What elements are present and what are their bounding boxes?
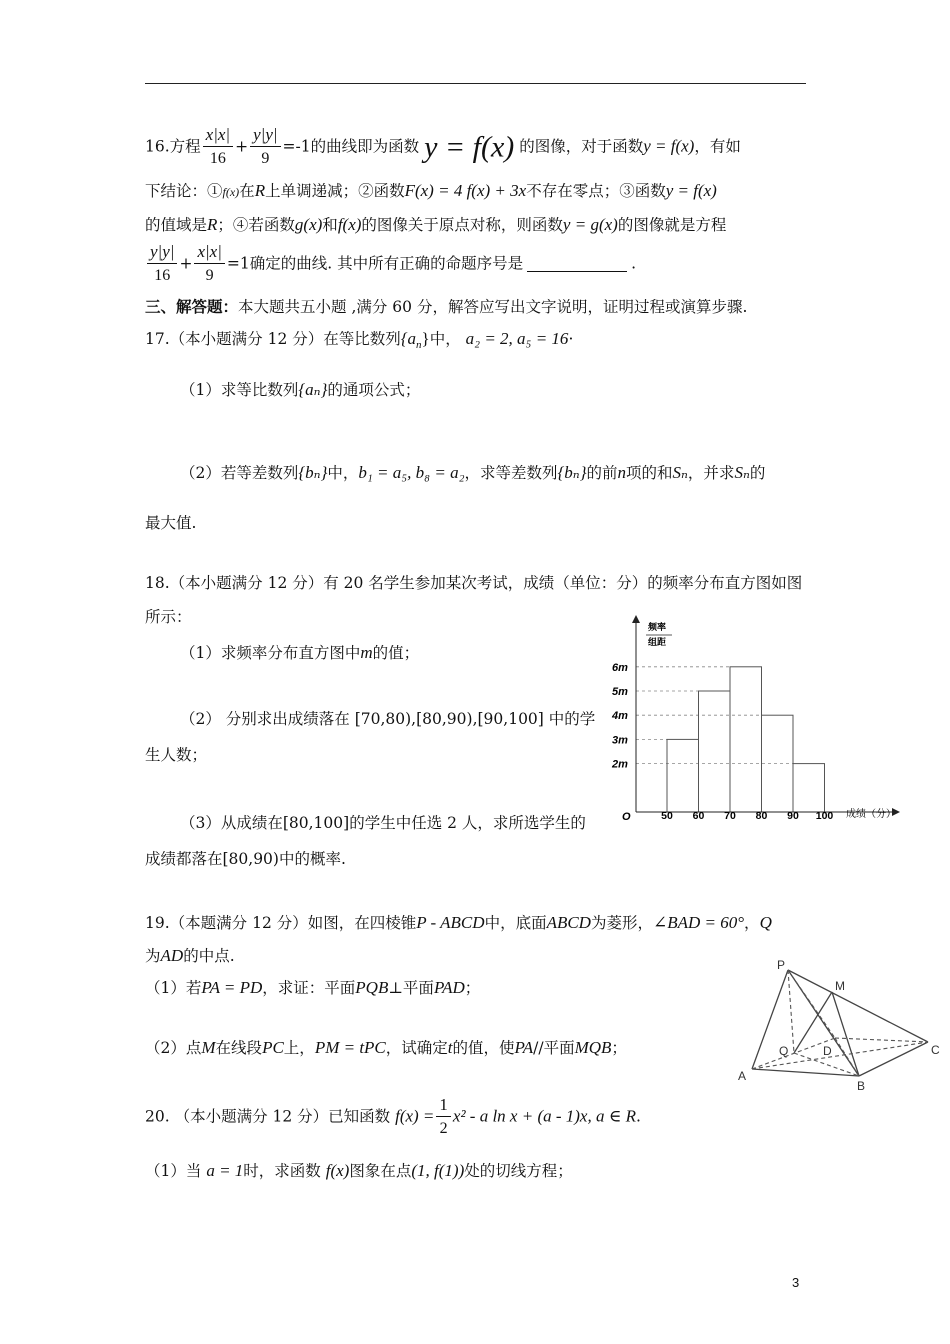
pyramid-figure — [735, 958, 950, 1098]
q18-part-2-cont: 生人数； — [145, 746, 208, 764]
answer-blank — [527, 255, 627, 272]
fraction: $\frac{1}{2}$ — [436, 1094, 451, 1141]
q19-part-2: （2）点M在线段PC上，PM = tPC，试确定t的值，使PA//平面MQB； — [145, 1038, 627, 1057]
y-tick-label: 3m — [612, 734, 628, 747]
edge-PQ-hidden — [788, 970, 794, 1053]
q16-line-1: 16.方程 $\frac{x|x|}{16}$ + $\frac{y|y|}{9}$ =-1的曲线即为函数 y = f(x) 的图像，对于函数y = f(x)，有如 — [145, 124, 741, 171]
q17-part-1: （1）求等比数列{aₙ}的通项公式； — [180, 380, 421, 399]
q17-part-2-cont: 最大值. — [145, 514, 197, 532]
q16-line-2: 下结论：①f(x)在R上单调递减；②函数F(x) = 4 f(x) + 3x不存在零点；③函数y = f(x) — [145, 181, 717, 200]
fraction: $\frac{y|y|}{16}$ — [147, 241, 177, 288]
y-tick-label: 4m — [612, 710, 628, 723]
q20-part-1: （1）当 a = 1时，求函数 f(x)图象在点(1, f(1))处的切线方程； — [145, 1161, 573, 1180]
q18-part-3-cont: 成绩都落在[80,90)中的概率. — [145, 850, 346, 868]
segment-DB-hidden — [835, 1038, 859, 1076]
q19-stem-cont: 为AD的中点. — [145, 946, 235, 965]
histogram-bar — [667, 739, 699, 812]
label-P: P — [777, 958, 786, 972]
x-tick-label: 80 — [755, 810, 768, 822]
label-M: M — [835, 979, 845, 993]
q18-part-3: （3）从成绩在[80,100]的学生中任选 2 人，求所选学生的 — [180, 814, 586, 832]
q18-part-2: （2） 分别求出成绩落在 [70,80),[80,90),[90,100] 中的学 — [180, 710, 596, 728]
y-tick-label: 5m — [612, 686, 628, 698]
histogram-bar — [730, 667, 762, 812]
q18-stem-cont: 所示： — [145, 608, 192, 626]
x-tick-label: 100 — [815, 810, 834, 822]
origin-label: O — [622, 811, 631, 823]
page-number: 3 — [792, 1275, 800, 1290]
fraction: $\frac{x|x|}{9}$ — [194, 241, 224, 288]
q18-part-1: （1）求频率分布直方图中m的值； — [180, 643, 420, 662]
y-axis-arrow — [632, 615, 640, 623]
q17-stem: 17.（本小题满分 12 分）在等比数列$\{a_n\}$中， a₂ = 2, a₅ = 16· — [145, 329, 574, 352]
histogram-bar — [699, 691, 731, 812]
label-Q: Q — [779, 1044, 789, 1058]
y-label-bottom: 组距 — [648, 637, 667, 647]
fraction: $\frac{x|x|}{16}$ — [203, 124, 233, 171]
x-axis-label: 成绩（分） — [846, 809, 896, 820]
edge-PB — [788, 970, 859, 1076]
header-rule — [145, 83, 806, 84]
frequency-histogram — [610, 615, 910, 830]
fraction: $\frac{y|y|}{9}$ — [250, 124, 280, 171]
q16-line-3: 的值域是R；④若函数g(x)和f(x)的图像关于原点对称，则函数y = g(x)的图像就是方程 — [145, 215, 727, 234]
y-tick-label: 6m — [612, 661, 628, 674]
label-C: C — [931, 1043, 940, 1057]
histogram-tick-labels — [611, 662, 833, 822]
q19-part-1: （1）若PA = PD，求证：平面PQB⊥平面PAD； — [145, 978, 481, 997]
histogram-bar — [793, 764, 825, 812]
x-tick-label: 50 — [661, 810, 673, 822]
q19-stem: 19.（本题满分 12 分）如图，在四棱锥P - ABCD中，底面ABCD为菱形，∠BAD = 60°，Q — [145, 913, 772, 932]
x-tick-label: 70 — [724, 810, 736, 822]
q16-line-4: $\frac{y|y|}{16}$ + $\frac{x|x|}{9}$ =1确定的曲线. 其中所有正确的命题序号是 . — [145, 241, 636, 288]
q17-part-2: （2）若等差数列{bₙ}中，b₁ = a₅, b₈ = a₂，求等差数列{bₙ}的前n项的和Sₙ，并求Sₙ的 — [180, 463, 766, 482]
q20-stem: 20. （本小题满分 12 分）已知函数 f(x) = $\frac{1}{2}$ x² - a ln x + (a - 1)x, a ∈ R. — [145, 1094, 641, 1141]
x-tick-label: 60 — [692, 810, 705, 822]
label-D: D — [823, 1044, 832, 1058]
x-tick-label: 90 — [787, 810, 799, 822]
histogram-bars — [667, 667, 825, 812]
edge-DC-hidden — [835, 1038, 928, 1042]
section-3-heading: 三、解答题：本大题共五小题 ,满分 60 分，解答应写出文字说明，证明过程或演算步骤. — [145, 297, 748, 316]
label-B: B — [857, 1079, 866, 1093]
y-label-top: 频率 — [648, 622, 667, 632]
y-tick-label: 2m — [612, 758, 628, 771]
q18-stem: 18.（本小题满分 12 分）有 20 名学生参加某次考试，成绩（单位：分）的频率分布直方图如图 — [145, 574, 803, 592]
label-A: A — [738, 1069, 747, 1083]
edge-PC — [788, 970, 928, 1042]
